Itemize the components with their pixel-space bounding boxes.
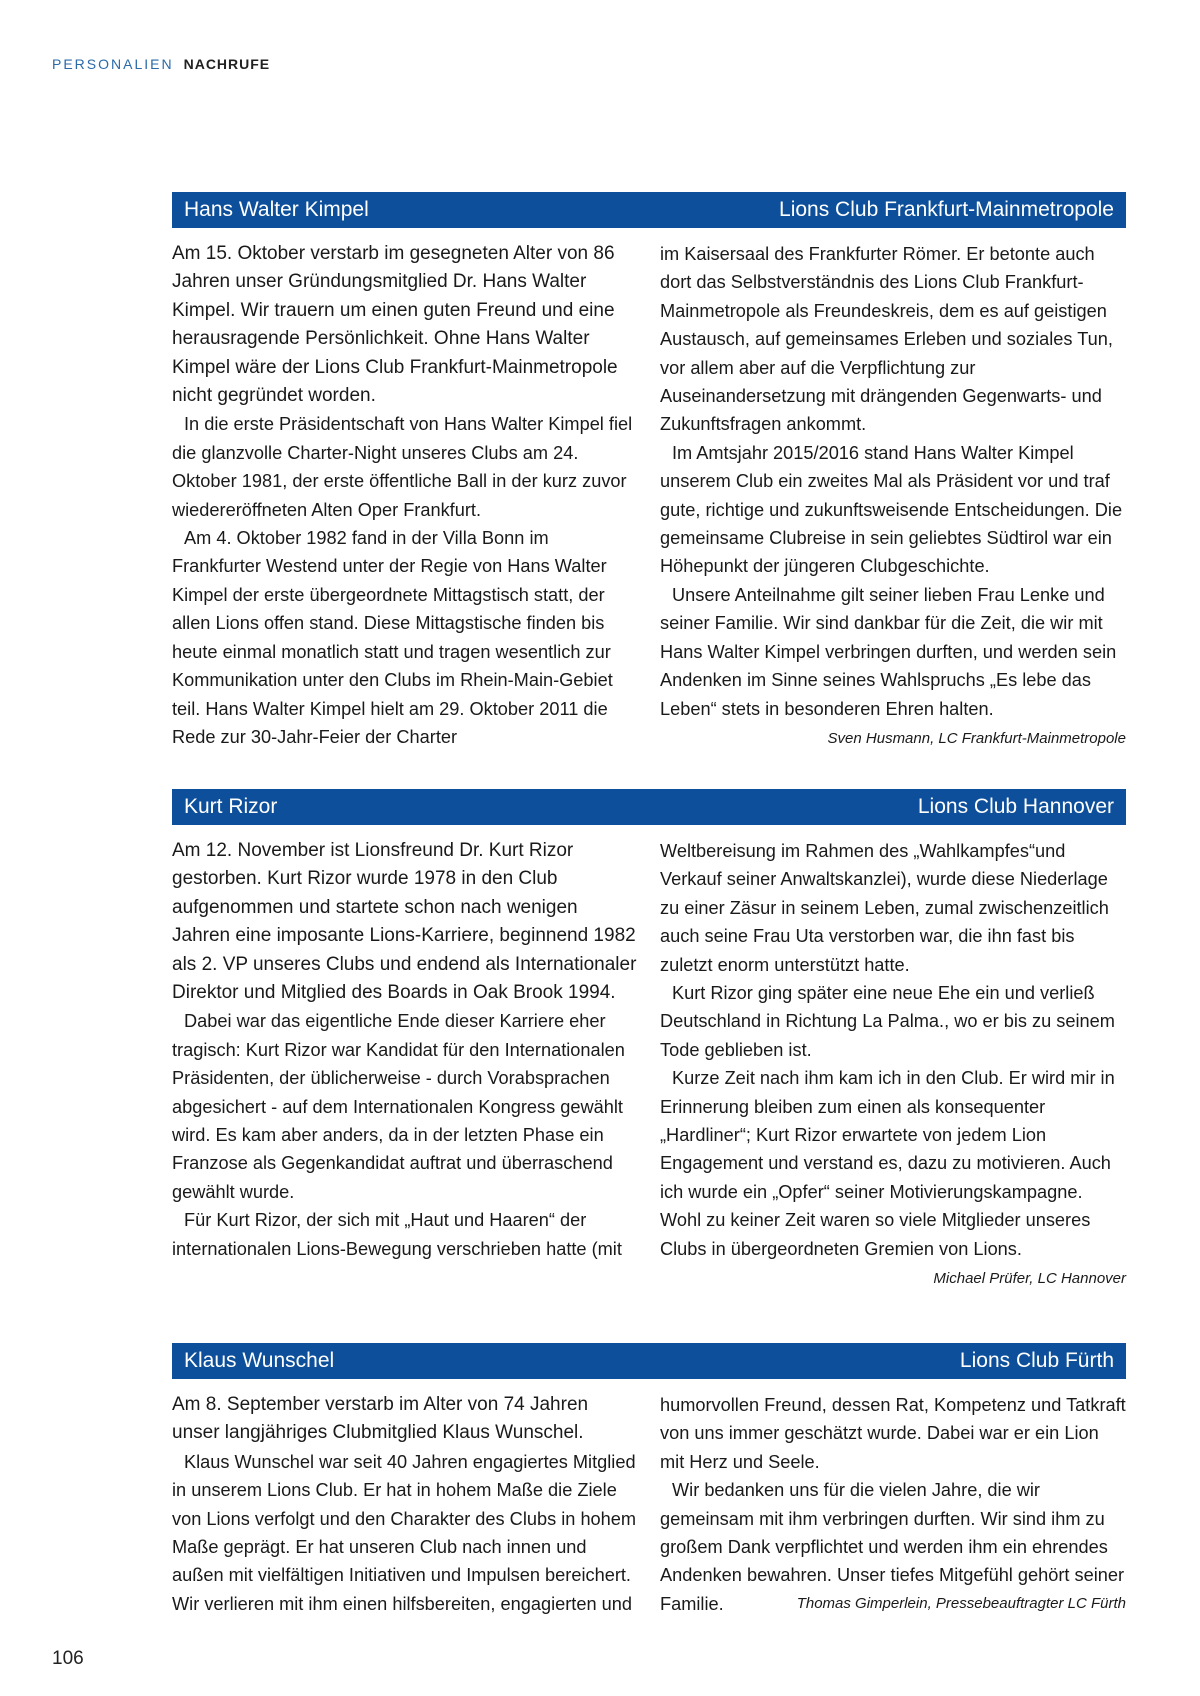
obituary-wunschel <box>172 1343 1126 1618</box>
obituary-rizor <box>172 789 1126 1294</box>
paragraph: Am 4. Oktober 1982 fand in der Villa Bonn im Frankfurter Westend unter der Regie von Hans Walter Kimpel der erste übergeordnete Mittagstisch statt, der allen Lions offen stand. Diese Mittagstische finden bis heute einmal monatlich statt und tragen wesentlich zur Kommunikation unter den Clubs im Rhein-Main-Gebiet teil. Hans Walter Kimpel hielt am 29. Oktober 2011 die Rede zur 30-Jahr-Feier der Charter <box>172 528 613 747</box>
paragraph: Unsere Anteilnahme gilt seiner lieben Frau Lenke und seiner Familie. Wir sind dankbar für die Zeit, die wir mit Hans Walter Kimpel verbringen durften, und werden sein Andenken im Sinne seines Wahlspruchs „Es lebe das Leben“ stets in besonderen Ehren halten. <box>660 584 1117 719</box>
author-signature: Sven Husmann, LC Frankfurt-Mainmetropole <box>827 729 1126 747</box>
paragraph: Kurze Zeit nach ihm kam ich in den Club. Er wird mir in Erinnerung bleiben zum einen als konsequenter „Hardliner“; Kurt Rizor erwartete von jedem Lion Engagement und verstand es, dazu zu motivieren. Auch ich wurde ein „Opfer“ seiner Motivierungskampagne. Wohl zu keiner Zeit waren so viele Mitglieder unseres Clubs in übergeordneten Gremien von Lions. <box>660 1068 1115 1259</box>
obituary-header <box>172 1343 1126 1379</box>
club-name: Lions Club Fürth <box>959 1349 1114 1372</box>
paragraph: humorvollen Freund, dessen Rat, Kompetenz und Tatkraft von uns immer geschätzt wurde. Dabei war er ein Lion mit Herz und Seele. <box>660 1395 1126 1472</box>
obituary-header <box>172 192 1126 228</box>
right-column <box>660 837 1126 1294</box>
paragraph: Weltbereisung im Rahmen des „Wahlkampfes“und Verkauf seiner Anwaltskanzlei), wurde diese Niederlage zu einer Zäsur in seinem Leben, zumal zwischenzeitlich auch seine Frau Uta verstorben war, die ihn fast bis zuletzt enorm unterstützt hatte. <box>660 841 1109 975</box>
left-column <box>172 240 638 753</box>
paragraph: Für Kurt Rizor, der sich mit „Haut und Haaren“ der internationalen Lions-Bewegung verschrieben hatte (mit <box>172 1210 622 1259</box>
page-number: 106 <box>52 1648 84 1669</box>
section-label: PERSONALIEN <box>52 56 174 72</box>
left-column <box>172 1391 638 1618</box>
left-column <box>172 837 638 1294</box>
right-column <box>660 240 1126 753</box>
paragraph: im Kaisersaal des Frankfurter Römer. Er betonte auch dort das Selbstverständnis des Lions Club Frankfurt-Mainmetropole als Freundeskreis, dem es auf geistigen Austausch, auf gemeinsames Erleben und soziales Tun, vor allem aber auf die Verpflichtung zur Auseinandersetzung mit drängenden Gegenwarts- und Zukunftsfragen ankommt. <box>660 244 1113 435</box>
lead-paragraph: Am 15. Oktober verstarb im gesegneten Alter von 86 Jahren unser Gründungsmitglied Dr. Hans Walter Kimpel. Wir trauern um einen guten Freund und eine herausragende Persönlichkeit. Ohne Hans Walter Kimpel wäre der Lions Club Frankfurt-Mainmetropole nicht gegründet worden. <box>172 243 618 407</box>
obituary-header <box>172 789 1126 825</box>
running-head <box>52 56 270 72</box>
paragraph: Klaus Wunschel war seit 40 Jahren engagiertes Mitglied in unserem Lions Club. Er hat in hohem Maße die Ziele von Lions verfolgt und den Charakter des Clubs in hohem Maße geprägt. Er hat unseren Club nach innen und außen mit vielfältigen Initiativen und Impulsen bereichert. Wir verlieren mit ihm einen hilfsbereiten, engagierten und <box>172 1451 637 1614</box>
lead-paragraph: Am 12. November ist Lionsfreund Dr. Kurt Rizor gestorben. Kurt Rizor wurde 1978 in den Club aufgenommen und startete schon nach wenigen Jahren eine imposante Lions-Karriere, beginnend 1982 als 2. VP unseres Clubs und endend als Internationaler Direktor und Mitglied des Boards in Oak Brook 1994. <box>172 840 637 1004</box>
paragraph-text: Wir bedanken uns für die vielen Jahre, die wir gemeinsam mit ihm verbringen durften. Wir sind ihm zu großem Dank verpflichtet und werden ihm ein ehrendes Andenken bewahren. Unser tiefes Mitgefühl gehört seiner Familie. <box>660 1480 1125 1614</box>
obituary-kimpel <box>172 192 1126 753</box>
paragraph: Im Amtsjahr 2015/2016 stand Hans Walter Kimpel unserem Club ein zweites Mal als Präsident vor und traf gute, richtige und zukunftsweisende Entscheidungen. Die gemeinsame Clubreise in sein geliebtes Südtirol war ein Höhepunkt der jüngeren Clubgeschichte. <box>660 442 1123 577</box>
paragraph: Kurt Rizor ging später eine neue Ehe ein und verließ Deutschland in Richtung La Palma., wo er bis zu seinem Tode geblieben ist. <box>660 983 1115 1060</box>
lead-paragraph: Am 8. September verstarb im Alter von 74 Jahren unser langjähriges Clubmitglied Klaus Wunschel. <box>172 1394 589 1444</box>
paragraph <box>660 1476 1126 1618</box>
right-column <box>660 1391 1126 1618</box>
paragraph: In die erste Präsidentschaft von Hans Walter Kimpel fiel die glanzvolle Charter-Night unseres Clubs am 24. Oktober 1981, der erste öffentliche Ball in der kurz zuvor wiedereröffneten Alten Oper Frankfurt. <box>172 414 633 520</box>
club-name: Lions Club Hannover <box>917 795 1114 818</box>
subsection-label: NACHRUFE <box>183 56 271 72</box>
author-signature: Michael Prüfer, LC Hannover <box>933 1270 1126 1288</box>
paragraph: Dabei war das eigentliche Ende dieser Karriere eher tragisch: Kurt Rizor war Kandidat für den Internationalen Präsidenten, der üblicherweise - durch Vorabsprachen abgesichert - auf dem Internationalen Kongress gewählt wird. Es kam aber anders, da in der letzten Phase ein Franzose als Gegenkandidat auftrat und überraschend gewählt wurde. <box>172 1011 625 1202</box>
deceased-name: Hans Walter Kimpel <box>184 198 369 221</box>
club-name: Lions Club Frankfurt-Mainmetropole <box>779 198 1114 221</box>
deceased-name: Kurt Rizor <box>184 795 278 818</box>
author-signature: Thomas Gimperlein, Pressebeauftragter LC Fürth <box>796 1594 1126 1612</box>
deceased-name: Klaus Wunschel <box>184 1349 335 1372</box>
